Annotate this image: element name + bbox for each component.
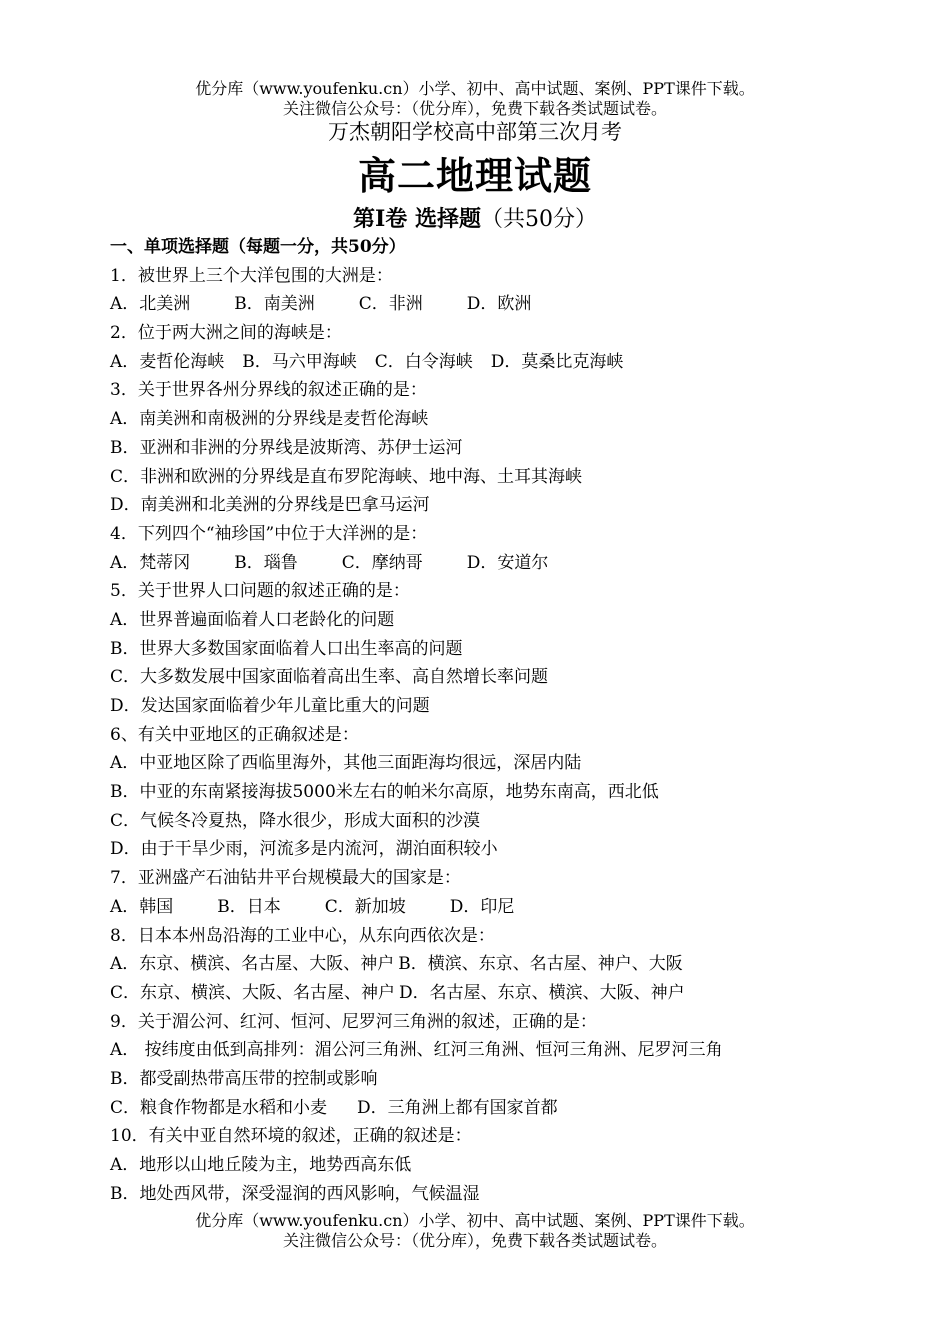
option-row <box>110 463 870 492</box>
option-row <box>110 835 870 864</box>
option-row <box>110 348 870 377</box>
answer-option: D．名古屋、东京、横滨、大阪、神户 <box>399 982 685 1003</box>
option-row <box>110 950 870 979</box>
question-stem: 5．关于世界人口问题的叙述正确的是： <box>110 581 410 602</box>
option-row <box>110 807 870 836</box>
answer-option: B．日本 <box>217 896 281 917</box>
answer-option: B．马六甲海峡 <box>242 351 357 372</box>
answer-option: B．瑙鲁 <box>234 552 298 573</box>
answer-option: D．安道尔 <box>466 552 549 573</box>
question-stem: 3．关于世界各州分界线的叙述正确的是： <box>110 380 427 401</box>
answer-option: B．中亚的东南紧接海拔5000米左右的帕米尔高原，地势东南高，西北低 <box>110 782 659 803</box>
option-row <box>110 635 870 664</box>
answer-option: C．粮食作物都是水稻和小麦 <box>110 1097 328 1118</box>
option-row <box>110 663 870 692</box>
option-row <box>110 1180 870 1209</box>
answer-option: A．麦哲伦海峡 <box>110 351 225 372</box>
question-stem: 7．亚洲盛产石油钻井平台规模最大的国家是： <box>110 868 461 889</box>
answer-option: D．莫桑比克海峡 <box>490 351 624 372</box>
option-row <box>110 434 870 463</box>
answer-option: D．发达国家面临着少年儿童比重大的问题 <box>110 696 430 716</box>
answer-option: D．三角洲上都有国家首都 <box>357 1097 558 1118</box>
question-stem: 2．位于两大洲之间的海峡是： <box>110 323 342 344</box>
answer-option: A．韩国 <box>110 896 174 917</box>
footer-ad-line-2: 关注微信公众号：（优分库），免费下载各类试题试卷。 <box>282 1231 667 1250</box>
answer-option: C．非洲 <box>358 294 423 315</box>
option-row <box>110 491 870 520</box>
question-stem: 9．关于湄公河、红河、恒河、尼罗河三角洲的叙述，正确的是： <box>110 1011 597 1032</box>
answer-option: A．梵蒂冈 <box>110 552 191 573</box>
answer-option: C．东京、横滨、大阪、名古屋、神户 <box>110 982 396 1003</box>
answer-option: A．世界普遍面临着人口老龄化的问题 <box>110 609 395 630</box>
option-row <box>110 778 870 807</box>
question-stem: 6、有关中亚地区的正确叙述是： <box>110 724 359 745</box>
option-row <box>110 1094 870 1123</box>
answer-option: A．南美洲和南极洲的分界线是麦哲伦海峡 <box>110 409 429 430</box>
answer-option: C．非洲和欧洲的分界线是直布罗陀海峡、地中海、土耳其海峡 <box>110 466 583 487</box>
option-row <box>110 405 870 434</box>
option-row <box>110 549 870 578</box>
answer-option: C．新加坡 <box>324 896 406 917</box>
option-row <box>110 692 870 721</box>
section-title <box>0 203 950 236</box>
footer-ad-line-1: 优分库（www.youfenku.cn）小学、初中、高中试题、案例、PPT课件下载。 <box>195 1211 755 1230</box>
option-row <box>110 979 870 1008</box>
question-stem: 10．有关中亚自然环境的叙述，正确的叙述是： <box>110 1126 472 1147</box>
part-heading: 一、单项选择题（每题一分，共50分） <box>110 237 406 257</box>
answer-option: B．南美洲 <box>234 294 315 315</box>
answer-option: A．中亚地区除了西临里海外，其他三面距海均很远，深居内陆 <box>110 753 582 774</box>
answer-option: A．地形以山地丘陵为主，地势西高东低 <box>110 1155 412 1175</box>
answer-option: B．横滨、东京、名古屋、神户、大阪 <box>398 954 683 975</box>
answer-option: C．大多数发展中国家面临着高出生率、高自然增长率问题 <box>110 667 549 688</box>
answer-option: A． 按纬度由低到高排列：湄公河三角洲、红河三角洲、恒河三角洲、尼罗河三角 <box>110 1040 723 1061</box>
question-stem: 4．下列四个“袖珍国”中位于大洋洲的是： <box>110 523 428 544</box>
answer-option: B．都受副热带高压带的控制或影响 <box>110 1068 378 1089</box>
answer-option: D．印尼 <box>449 896 515 917</box>
option-row <box>110 606 870 635</box>
option-row <box>110 749 870 778</box>
answer-option: D．欧洲 <box>466 294 532 315</box>
answer-option: C．白令海峡 <box>374 351 473 372</box>
option-row <box>110 290 870 319</box>
answer-option: B．亚洲和非洲的分界线是波斯湾、苏伊士运河 <box>110 437 463 458</box>
option-row <box>110 893 870 922</box>
answer-option: B．地处西风带，深受湿润的西风影响，气候温湿 <box>110 1183 480 1204</box>
answer-option: B．世界大多数国家面临着人口出生率高的问题 <box>110 638 463 659</box>
answer-option: C．摩纳哥 <box>341 552 423 573</box>
header-ad-line-2: 关注微信公众号：（优分库），免费下载各类试题试卷。 <box>282 99 667 118</box>
question-list <box>110 233 870 1208</box>
page-title: 高二地理试题 <box>357 153 592 198</box>
section-score-note: （共50分） <box>480 207 597 232</box>
answer-option: A．北美洲 <box>110 294 191 315</box>
option-row <box>110 1151 870 1180</box>
question-stem: 8．日本本州岛沿海的工业中心，从东向西依次是： <box>110 925 495 946</box>
school-title: 万杰朝阳学校高中部第三次月考 <box>328 120 622 144</box>
header-ad-line-1: 优分库（www.youfenku.cn）小学、初中、高中试题、案例、PPT课件下载。 <box>195 79 755 98</box>
option-row <box>110 1036 870 1065</box>
answer-option: D．南美洲和北美洲的分界线是巴拿马运河 <box>110 495 430 516</box>
option-row <box>110 1065 870 1094</box>
question-stem: 1．被世界上三个大洋包围的大洲是： <box>110 265 393 286</box>
answer-option: D．由于干旱少雨，河流多是内流河，湖泊面积较小 <box>110 839 498 860</box>
answer-option: A．东京、横滨、名古屋、大阪、神户 <box>110 954 395 975</box>
section-title-label: 第Ⅰ卷 选择题 <box>353 206 481 232</box>
answer-option: C．气候冬冷夏热，降水很少，形成大面积的沙漠 <box>110 810 481 831</box>
